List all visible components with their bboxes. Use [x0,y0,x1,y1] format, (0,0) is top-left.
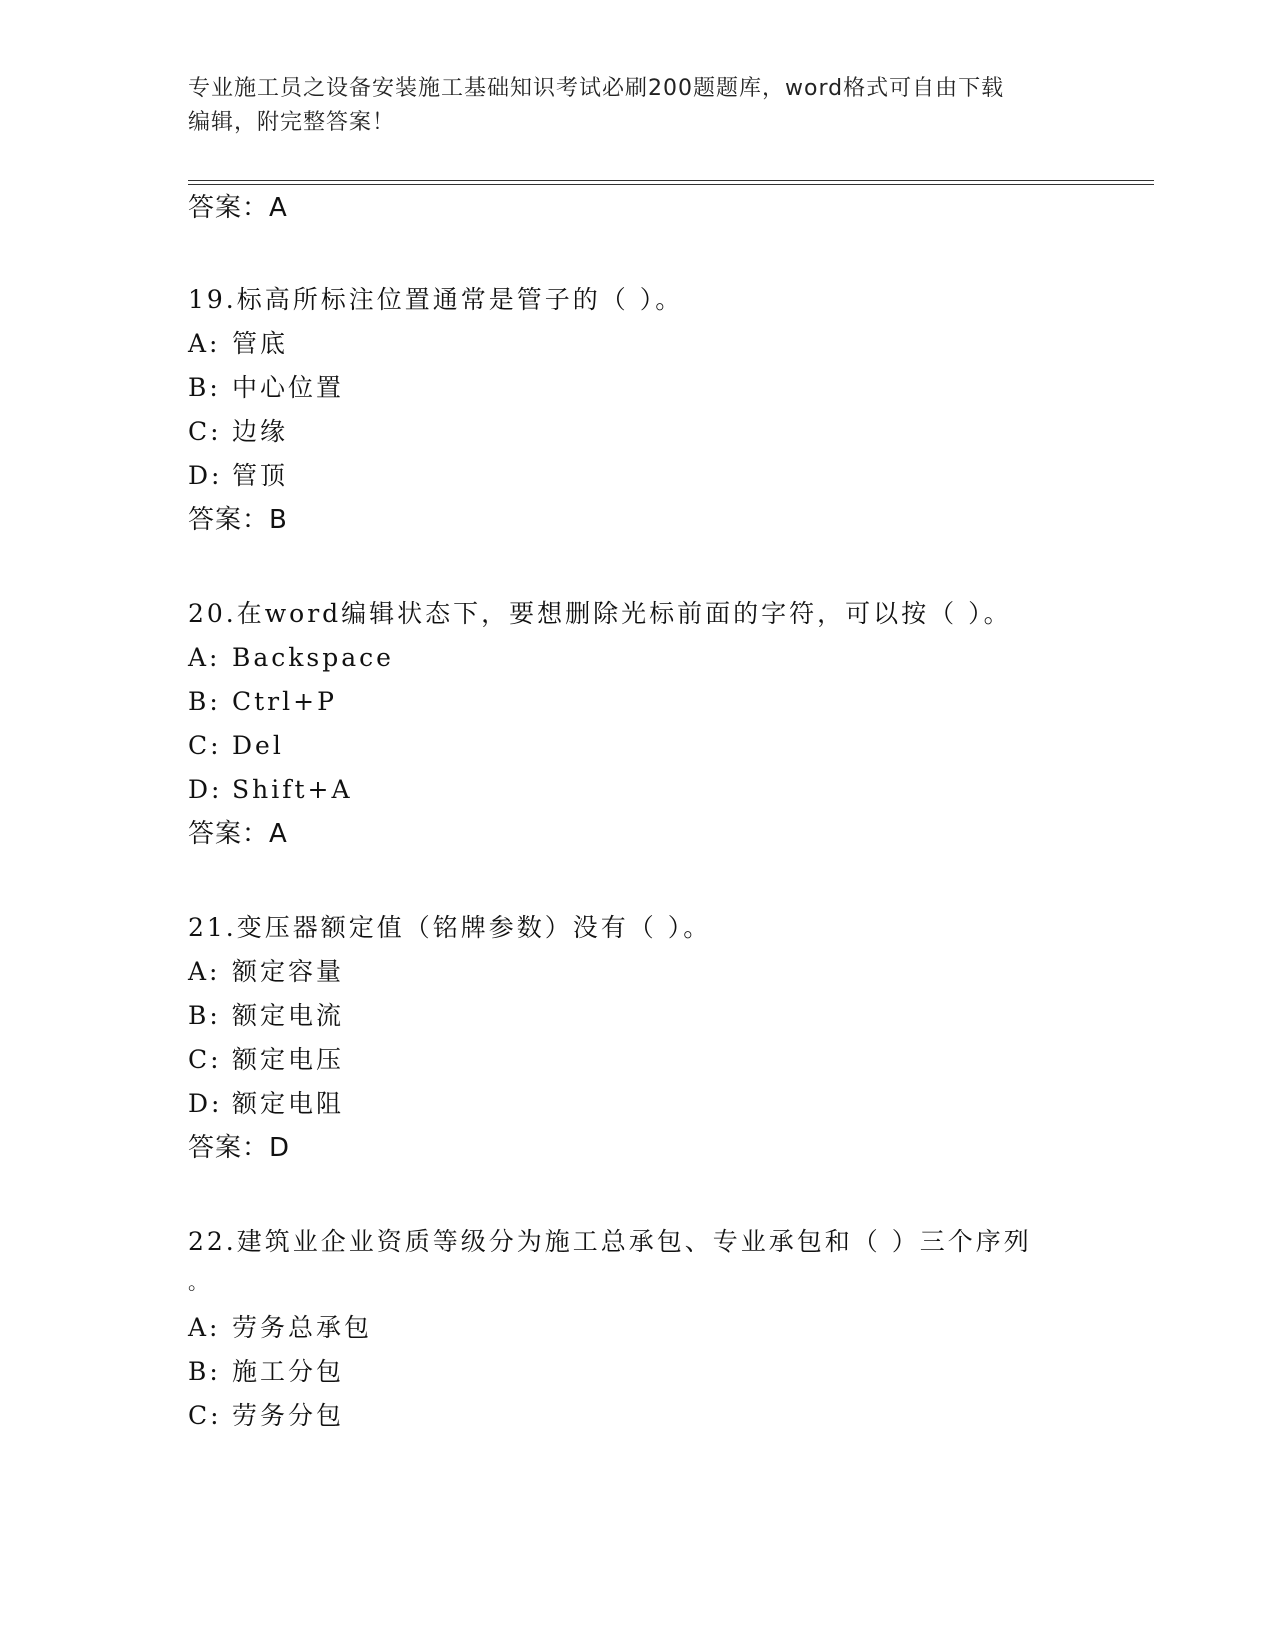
answer-line: 答案：A [188,819,288,849]
question-stem: 19.标高所标注位置通常是管子的（ ）。 [188,285,684,314]
option-text: 中心位置 [232,373,345,402]
option-line [188,372,344,404]
question-stem: 22.建筑业企业资质等级分为施工总承包、专业承包和（ ）三个序列 [188,1227,1032,1256]
document-header [188,72,1078,140]
option-line [188,416,288,448]
option-text: 额定电流 [232,1001,345,1030]
option-text: Shift+A [232,775,353,804]
answer-line: 答案：A [188,193,288,223]
option-label: D: [188,775,223,804]
header-line-1: 专业施工员之设备安装施工基础知识考试必刷200题题库，word格式可自由下载 [188,76,1005,101]
option-line [188,1000,344,1032]
option-text: 劳务分包 [232,1401,345,1430]
option-line [188,730,284,762]
option-text: Del [232,731,284,760]
option-line [188,1400,344,1432]
option-line [188,460,288,492]
option-text: 额定电阻 [232,1089,345,1118]
option-line [188,774,353,806]
option-line [188,1356,344,1388]
option-line [188,956,344,988]
option-label: A: [188,329,221,358]
header-divider-top [188,180,1154,181]
option-label: C: [188,1401,222,1430]
option-text: 管顶 [232,461,289,490]
option-line [188,642,394,674]
option-text: 边缘 [232,417,289,446]
option-label: B: [188,1357,221,1386]
option-label: C: [188,417,222,446]
option-label: A: [188,1313,221,1342]
option-line [188,1044,344,1076]
option-label: A: [188,643,221,672]
option-text: Backspace [232,643,394,672]
option-text: 管底 [232,329,289,358]
option-text: 额定电压 [232,1045,345,1074]
option-line [188,1312,372,1344]
option-label: D: [188,1089,223,1118]
answer-line: 答案：B [188,505,288,535]
option-label: B: [188,687,221,716]
option-label: A: [188,957,221,986]
option-label: B: [188,1001,221,1030]
option-label: B: [188,373,221,402]
header-line-2: 编辑，附完整答案！ [188,110,396,135]
option-line [188,1088,344,1120]
option-label: C: [188,731,222,760]
option-line [188,328,288,360]
option-text: 施工分包 [232,1357,345,1386]
option-label: C: [188,1045,222,1074]
option-line [188,686,337,718]
option-label: D: [188,461,223,490]
question-stem: 20.在word编辑状态下，要想删除光标前面的字符，可以按（ ）。 [188,599,1012,628]
option-text: 额定容量 [232,957,345,986]
option-text: Ctrl+P [232,687,337,716]
question-stem: 21.变压器额定值（铭牌参数）没有（ ）。 [188,913,712,942]
answer-line: 答案：D [188,1133,291,1163]
option-text: 劳务总承包 [232,1313,373,1342]
question-stem-continuation: 。 [188,1270,211,1294]
header-divider-bottom [188,184,1154,185]
